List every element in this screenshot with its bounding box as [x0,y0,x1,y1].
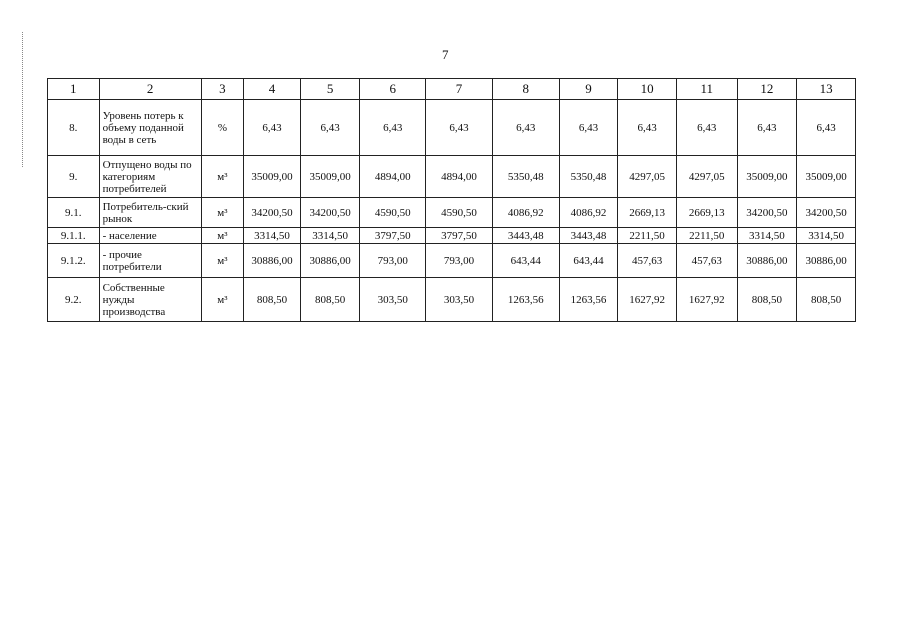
value-cell: 457,63 [618,244,677,278]
value-cell: 34200,50 [737,198,797,228]
value-cell: 457,63 [676,244,737,278]
table-row [48,100,856,156]
column-header: 2 [99,79,201,100]
value-cell: 6,43 [360,100,426,156]
value-cell: 3314,50 [797,228,856,244]
row-name: - население [99,228,201,244]
value-cell: 303,50 [426,278,493,322]
column-header: 11 [676,79,737,100]
row-unit: м³ [201,198,243,228]
data-table [47,78,856,322]
value-cell: 793,00 [426,244,493,278]
row-number: 8. [48,100,100,156]
row-number: 9.1. [48,198,100,228]
value-cell: 6,43 [797,100,856,156]
value-cell: 4590,50 [360,198,426,228]
value-cell: 34200,50 [797,198,856,228]
value-cell: 2669,13 [676,198,737,228]
value-cell: 2211,50 [618,228,677,244]
row-number: 9.1.2. [48,244,100,278]
value-cell: 4086,92 [492,198,559,228]
value-cell: 6,43 [559,100,618,156]
table-row [48,278,856,322]
value-cell: 808,50 [300,278,360,322]
value-cell: 5350,48 [559,156,618,198]
value-cell: 35009,00 [300,156,360,198]
value-cell: 35009,00 [797,156,856,198]
value-cell: 3314,50 [300,228,360,244]
value-cell: 2669,13 [618,198,677,228]
row-number: 9.1.1. [48,228,100,244]
value-cell: 3797,50 [360,228,426,244]
value-cell: 34200,50 [244,198,301,228]
value-cell: 6,43 [492,100,559,156]
table-row [48,156,856,198]
value-cell: 4086,92 [559,198,618,228]
value-cell: 6,43 [737,100,797,156]
table-row [48,228,856,244]
row-name: Отпущено воды по категориям потребителей [99,156,201,198]
column-header: 10 [618,79,677,100]
value-cell: 3443,48 [559,228,618,244]
table-row [48,198,856,228]
value-cell: 6,43 [426,100,493,156]
page-number: 7 [442,47,449,62]
column-header: 6 [360,79,426,100]
value-cell: 1263,56 [559,278,618,322]
column-header: 8 [492,79,559,100]
row-name: Уровень потерь к объему поданной воды в сеть [99,100,201,156]
margin-line [22,32,24,167]
header-row [48,79,856,100]
value-cell: 6,43 [618,100,677,156]
column-header: 7 [426,79,493,100]
row-unit: м³ [201,156,243,198]
value-cell: 3314,50 [737,228,797,244]
value-cell: 30886,00 [737,244,797,278]
column-header: 1 [48,79,100,100]
row-name: Собственные нужды производства [99,278,201,322]
value-cell: 808,50 [797,278,856,322]
row-number: 9. [48,156,100,198]
value-cell: 3797,50 [426,228,493,244]
value-cell: 1263,56 [492,278,559,322]
value-cell: 6,43 [676,100,737,156]
value-cell: 34200,50 [300,198,360,228]
value-cell: 4297,05 [618,156,677,198]
value-cell: 30886,00 [797,244,856,278]
value-cell: 2211,50 [676,228,737,244]
value-cell: 6,43 [300,100,360,156]
value-cell: 793,00 [360,244,426,278]
value-cell: 4894,00 [426,156,493,198]
row-number: 9.2. [48,278,100,322]
value-cell: 5350,48 [492,156,559,198]
value-cell: 30886,00 [244,244,301,278]
row-unit: м³ [201,278,243,322]
value-cell: 1627,92 [676,278,737,322]
value-cell: 4894,00 [360,156,426,198]
value-cell: 35009,00 [244,156,301,198]
column-header: 13 [797,79,856,100]
value-cell: 4297,05 [676,156,737,198]
value-cell: 643,44 [559,244,618,278]
value-cell: 303,50 [360,278,426,322]
value-cell: 30886,00 [300,244,360,278]
row-unit: % [201,100,243,156]
column-header: 12 [737,79,797,100]
column-header: 4 [244,79,301,100]
value-cell: 35009,00 [737,156,797,198]
column-header: 9 [559,79,618,100]
value-cell: 808,50 [737,278,797,322]
row-unit: м³ [201,244,243,278]
value-cell: 1627,92 [618,278,677,322]
row-unit: м³ [201,228,243,244]
value-cell: 643,44 [492,244,559,278]
value-cell: 3314,50 [244,228,301,244]
value-cell: 3443,48 [492,228,559,244]
table-body [48,100,856,322]
row-name: - прочие потребители [99,244,201,278]
table-row [48,244,856,278]
column-header: 3 [201,79,243,100]
column-header: 5 [300,79,360,100]
value-cell: 4590,50 [426,198,493,228]
value-cell: 6,43 [244,100,301,156]
value-cell: 808,50 [244,278,301,322]
row-name: Потребитель-ский рынок [99,198,201,228]
